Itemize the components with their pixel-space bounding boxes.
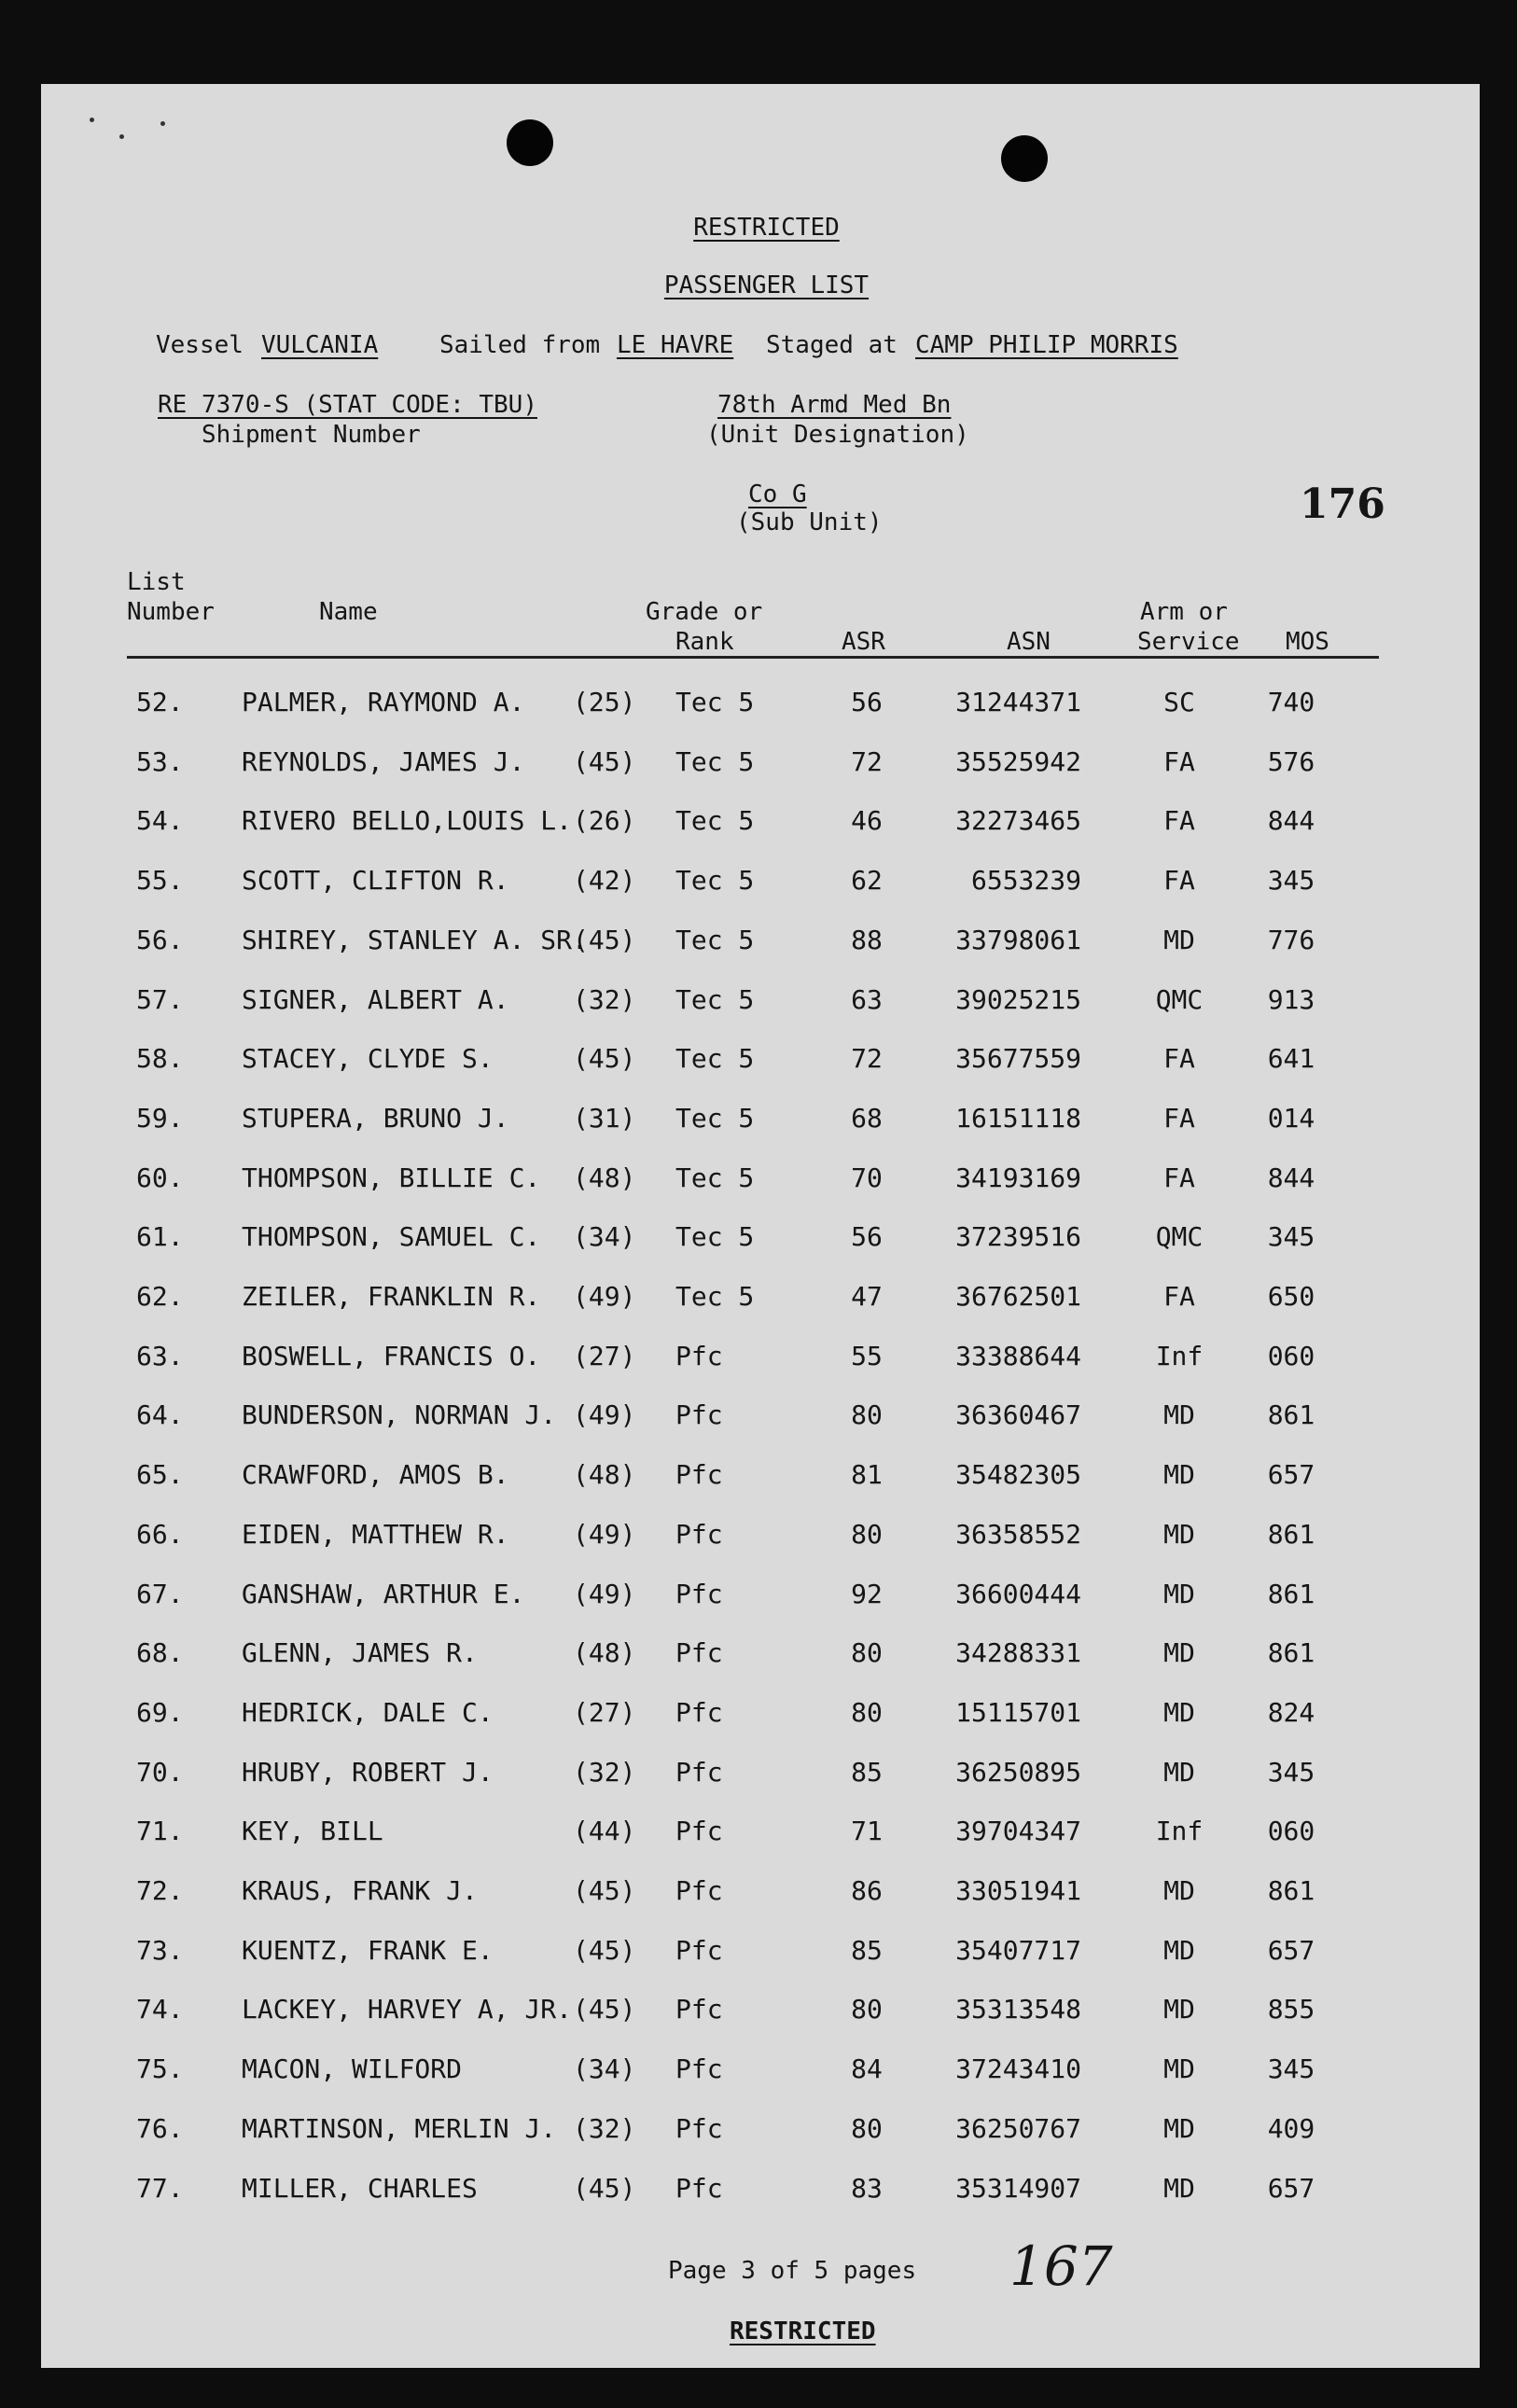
arm-service: MD [1163, 1519, 1195, 1550]
asr-value: 72 [851, 1043, 883, 1074]
age: (44) [573, 1816, 636, 1846]
table-row [41, 981, 1480, 1019]
arm-service: MD [1163, 2053, 1195, 2084]
asr-value: 56 [851, 687, 883, 717]
grade-rank: Pfc [675, 1579, 723, 1609]
asr-value: 80 [851, 1519, 883, 1550]
table-row [41, 1872, 1480, 1910]
asn-value: 35313548 [955, 1994, 1081, 2025]
asn-value: 16151118 [955, 1103, 1081, 1134]
passenger-name: THOMPSON, BILLIE C. [242, 1162, 541, 1193]
grade-rank: Pfc [675, 1519, 723, 1550]
mos-code: 844 [1267, 805, 1315, 836]
arm-service: Inf [1155, 1816, 1204, 1846]
asn-value: 32273465 [955, 805, 1081, 836]
grade-rank: Tec 5 [675, 865, 755, 896]
age: (48) [573, 1637, 636, 1668]
table-row [41, 1991, 1480, 2028]
table-row [41, 1338, 1480, 1375]
age: (32) [573, 984, 636, 1015]
subunit-label: (Sub Unit) [736, 508, 883, 536]
passenger-name: EIDEN, MATTHEW R. [242, 1519, 509, 1550]
mos-code: 824 [1267, 1697, 1315, 1728]
asr-value: 88 [851, 925, 883, 955]
grade-rank: Pfc [675, 1697, 723, 1728]
mos-code: 776 [1267, 925, 1315, 955]
age: (49) [573, 1281, 636, 1312]
speck-mark [119, 134, 124, 139]
grade-rank: Tec 5 [675, 1221, 755, 1252]
list-number: 65. [136, 1459, 184, 1490]
table-row [41, 1635, 1480, 1672]
passenger-name: PALMER, RAYMOND A. [242, 687, 525, 717]
table-row [41, 1813, 1480, 1850]
col-grade-line1: Grade or [646, 598, 763, 626]
asn-value: 33798061 [955, 925, 1081, 955]
col-asn: ASN [1007, 628, 1051, 656]
list-number: 59. [136, 1103, 184, 1134]
age: (45) [573, 2173, 636, 2204]
asn-value: 35482305 [955, 1459, 1081, 1490]
asn-value: 37243410 [955, 2053, 1081, 2084]
col-arm-line2: Service [1137, 628, 1240, 656]
age: (32) [573, 1757, 636, 1788]
arm-service: MD [1163, 2113, 1195, 2144]
arm-service: QMC [1155, 984, 1204, 1015]
grade-rank: Pfc [675, 2173, 723, 2204]
arm-service: MD [1163, 1875, 1195, 1906]
asn-value: 31244371 [955, 687, 1081, 717]
asn-value: 36762501 [955, 1281, 1081, 1312]
asr-value: 47 [851, 1281, 883, 1312]
passenger-name: RIVERO BELLO,LOUIS L. [242, 805, 573, 836]
age: (45) [573, 746, 636, 777]
asr-value: 63 [851, 984, 883, 1015]
mos-code: 576 [1267, 746, 1315, 777]
asn-value: 37239516 [955, 1221, 1081, 1252]
passenger-name: MACON, WILFORD [242, 2053, 463, 2084]
asr-value: 84 [851, 2053, 883, 2084]
asr-value: 68 [851, 1103, 883, 1134]
list-number: 74. [136, 1994, 184, 2025]
staged-at-value: CAMP PHILIP MORRIS [915, 331, 1178, 359]
asn-value: 35314907 [955, 2173, 1081, 2204]
list-number: 53. [136, 746, 184, 777]
restricted-top: RESTRICTED [693, 214, 840, 242]
list-number: 54. [136, 805, 184, 836]
passenger-name: SHIREY, STANLEY A. SR. [242, 925, 588, 955]
asr-value: 86 [851, 1875, 883, 1906]
passenger-name: GANSHAW, ARTHUR E. [242, 1579, 525, 1609]
asn-value: 33388644 [955, 1341, 1081, 1371]
shipment-label: Shipment Number [202, 421, 421, 449]
col-arm-line1: Arm or [1140, 598, 1228, 626]
asn-value: 33051941 [955, 1875, 1081, 1906]
asr-value: 62 [851, 865, 883, 896]
grade-rank: Pfc [675, 1757, 723, 1788]
asr-value: 80 [851, 1399, 883, 1430]
mos-code: 641 [1267, 1043, 1315, 1074]
arm-service: MD [1163, 2173, 1195, 2204]
passenger-name: KUENTZ, FRANK E. [242, 1935, 494, 1966]
grade-rank: Pfc [675, 1994, 723, 2025]
age: (26) [573, 805, 636, 836]
passenger-name: STACEY, CLYDE S. [242, 1043, 494, 1074]
grade-rank: Tec 5 [675, 984, 755, 1015]
grade-rank: Tec 5 [675, 1281, 755, 1312]
passenger-name: SCOTT, CLIFTON R. [242, 865, 509, 896]
col-asr: ASR [842, 628, 885, 656]
sailed-from-value: LE HAVRE [617, 331, 734, 359]
arm-service: MD [1163, 1994, 1195, 2025]
arm-service: MD [1163, 1579, 1195, 1609]
mos-code: 861 [1267, 1637, 1315, 1668]
asn-value: 34288331 [955, 1637, 1081, 1668]
asr-value: 80 [851, 1697, 883, 1728]
passenger-name: BUNDERSON, NORMAN J. [242, 1399, 557, 1430]
mos-code: 861 [1267, 1875, 1315, 1906]
asn-value: 6553239 [970, 865, 1081, 896]
age: (32) [573, 2113, 636, 2144]
col-list-number-line1: List [127, 568, 186, 596]
arm-service: MD [1163, 1697, 1195, 1728]
list-number: 69. [136, 1697, 184, 1728]
list-number: 64. [136, 1399, 184, 1430]
arm-service: MD [1163, 1757, 1195, 1788]
list-title: PASSENGER LIST [663, 271, 870, 299]
arm-service: MD [1163, 1399, 1195, 1430]
age: (42) [573, 865, 636, 896]
age: (45) [573, 925, 636, 955]
passenger-name: THOMPSON, SAMUEL C. [242, 1221, 541, 1252]
list-number: 73. [136, 1935, 184, 1966]
grade-rank: Pfc [675, 2113, 723, 2144]
mos-code: 345 [1267, 1757, 1315, 1788]
arm-service: FA [1163, 1281, 1195, 1312]
list-number: 55. [136, 865, 184, 896]
asn-value: 35525942 [955, 746, 1081, 777]
col-name: Name [319, 598, 378, 626]
passenger-name: CRAWFORD, AMOS B. [242, 1459, 509, 1490]
mos-code: 740 [1267, 687, 1315, 717]
arm-service: FA [1163, 1162, 1195, 1193]
table-row [41, 1100, 1480, 1137]
grade-rank: Pfc [675, 1459, 723, 1490]
arm-service: MD [1163, 925, 1195, 955]
passenger-name: HRUBY, ROBERT J. [242, 1757, 494, 1788]
document-page [41, 84, 1480, 2368]
asn-value: 36358552 [955, 1519, 1081, 1550]
speck-mark [90, 118, 94, 122]
mos-code: 345 [1267, 1221, 1315, 1252]
age: (31) [573, 1103, 636, 1134]
arm-service: QMC [1155, 1221, 1204, 1252]
grade-rank: Pfc [675, 1816, 723, 1846]
table-row [41, 744, 1480, 781]
passenger-name: MILLER, CHARLES [242, 2173, 478, 2204]
grade-rank: Tec 5 [675, 925, 755, 955]
table-row [41, 1397, 1480, 1434]
mos-code: 345 [1267, 2053, 1315, 2084]
grade-rank: Pfc [675, 1637, 723, 1668]
asr-value: 71 [851, 1816, 883, 1846]
list-number: 62. [136, 1281, 184, 1312]
mos-code: 657 [1267, 1459, 1315, 1490]
asr-value: 70 [851, 1162, 883, 1193]
asr-value: 92 [851, 1579, 883, 1609]
asr-value: 55 [851, 1341, 883, 1371]
asr-value: 81 [851, 1459, 883, 1490]
vessel-label: Vessel [156, 331, 244, 359]
grade-rank: Pfc [675, 1935, 723, 1966]
grade-rank: Tec 5 [675, 1103, 755, 1134]
table-row [41, 1576, 1480, 1613]
passenger-name: REYNOLDS, JAMES J. [242, 746, 525, 777]
age: (27) [573, 1341, 636, 1371]
age: (45) [573, 1935, 636, 1966]
grade-rank: Pfc [675, 1341, 723, 1371]
asr-value: 80 [851, 1994, 883, 2025]
grade-rank: Tec 5 [675, 1162, 755, 1193]
mos-code: 861 [1267, 1519, 1315, 1550]
asn-value: 35407717 [955, 1935, 1081, 1966]
arm-service: FA [1163, 1103, 1195, 1134]
handwritten-note: 167 [1009, 2234, 1113, 2298]
arm-service: FA [1163, 865, 1195, 896]
table-row [41, 922, 1480, 959]
list-number: 60. [136, 1162, 184, 1193]
asr-value: 85 [851, 1757, 883, 1788]
passenger-name: KRAUS, FRANK J. [242, 1875, 478, 1906]
list-number: 70. [136, 1757, 184, 1788]
grade-rank: Tec 5 [675, 746, 755, 777]
list-number: 76. [136, 2113, 184, 2144]
grade-rank: Tec 5 [675, 805, 755, 836]
passenger-name: BOSWELL, FRANCIS O. [242, 1341, 541, 1371]
table-row [41, 1456, 1480, 1494]
mos-code: 844 [1267, 1162, 1315, 1193]
list-number: 61. [136, 1221, 184, 1252]
list-number: 66. [136, 1519, 184, 1550]
asn-value: 36600444 [955, 1579, 1081, 1609]
subunit-value: Co G [748, 480, 807, 508]
asn-value: 36360467 [955, 1399, 1081, 1430]
table-row [41, 1932, 1480, 1970]
list-number: 71. [136, 1816, 184, 1846]
table-row [41, 1160, 1480, 1197]
age: (34) [573, 1221, 636, 1252]
age: (48) [573, 1459, 636, 1490]
age: (34) [573, 2053, 636, 2084]
arm-service: MD [1163, 1935, 1195, 1966]
passenger-name: HEDRICK, DALE C. [242, 1697, 494, 1728]
age: (45) [573, 1994, 636, 2025]
vessel-value: VULCANIA [261, 331, 379, 359]
list-number: 68. [136, 1637, 184, 1668]
age: (45) [573, 1043, 636, 1074]
grade-rank: Pfc [675, 1399, 723, 1430]
list-number: 56. [136, 925, 184, 955]
asn-value: 36250767 [955, 2113, 1081, 2144]
page-number: 176 [1300, 480, 1385, 528]
asr-value: 72 [851, 746, 883, 777]
mos-code: 855 [1267, 1994, 1315, 2025]
punch-hole [507, 119, 553, 166]
arm-service: MD [1163, 1637, 1195, 1668]
asn-value: 34193169 [955, 1162, 1081, 1193]
asr-value: 56 [851, 1221, 883, 1252]
mos-code: 650 [1267, 1281, 1315, 1312]
list-number: 72. [136, 1875, 184, 1906]
grade-rank: Tec 5 [675, 687, 755, 717]
asr-value: 80 [851, 1637, 883, 1668]
age: (27) [573, 1697, 636, 1728]
age: (45) [573, 1875, 636, 1906]
table-row [41, 2170, 1480, 2207]
restricted-bottom: RESTRICTED [730, 2318, 876, 2345]
speck-mark [160, 121, 165, 126]
mos-code: 060 [1267, 1816, 1315, 1846]
col-list-number-line2: Number [127, 598, 215, 626]
table-row [41, 802, 1480, 840]
table-row [41, 1040, 1480, 1078]
col-grade-line2: Rank [675, 628, 734, 656]
age: (49) [573, 1579, 636, 1609]
asr-value: 85 [851, 1935, 883, 1966]
mos-code: 014 [1267, 1103, 1315, 1134]
asn-value: 36250895 [955, 1757, 1081, 1788]
table-row [41, 1218, 1480, 1256]
mos-code: 861 [1267, 1399, 1315, 1430]
grade-rank: Tec 5 [675, 1043, 755, 1074]
staged-at-label: Staged at [766, 331, 898, 359]
list-number: 52. [136, 687, 184, 717]
age: (25) [573, 687, 636, 717]
table-row [41, 862, 1480, 899]
punch-hole [1001, 135, 1048, 182]
page-of-pages: Page 3 of 5 pages [668, 2257, 917, 2285]
asr-value: 83 [851, 2173, 883, 2204]
mos-code: 861 [1267, 1579, 1315, 1609]
passenger-name: LACKEY, HARVEY A, JR. [242, 1994, 573, 2025]
mos-code: 345 [1267, 865, 1315, 896]
list-number: 77. [136, 2173, 184, 2204]
grade-rank: Pfc [675, 2053, 723, 2084]
table-row [41, 684, 1480, 721]
header-rule [127, 656, 1379, 659]
list-number: 75. [136, 2053, 184, 2084]
table-row [41, 2110, 1480, 2148]
table-row [41, 2051, 1480, 2088]
unit-value: 78th Armd Med Bn [717, 391, 952, 419]
list-number: 57. [136, 984, 184, 1015]
age: (48) [573, 1162, 636, 1193]
unit-label: (Unit Designation) [706, 421, 969, 449]
mos-code: 657 [1267, 2173, 1315, 2204]
list-number: 58. [136, 1043, 184, 1074]
asn-value: 35677559 [955, 1043, 1081, 1074]
passenger-name: MARTINSON, MERLIN J. [242, 2113, 557, 2144]
arm-service: Inf [1155, 1341, 1204, 1371]
mos-code: 060 [1267, 1341, 1315, 1371]
passenger-name: SIGNER, ALBERT A. [242, 984, 509, 1015]
arm-service: SC [1163, 687, 1195, 717]
mos-code: 409 [1267, 2113, 1315, 2144]
asn-value: 39704347 [955, 1816, 1081, 1846]
passenger-name: STUPERA, BRUNO J. [242, 1103, 509, 1134]
asr-value: 46 [851, 805, 883, 836]
passenger-name: ZEILER, FRANKLIN R. [242, 1281, 541, 1312]
asr-value: 80 [851, 2113, 883, 2144]
age: (49) [573, 1519, 636, 1550]
mos-code: 657 [1267, 1935, 1315, 1966]
passenger-name: KEY, BILL [242, 1816, 383, 1846]
table-row [41, 1516, 1480, 1553]
shipment-value: RE 7370-S (STAT CODE: TBU) [158, 391, 537, 419]
table-row [41, 1278, 1480, 1315]
table-row [41, 1754, 1480, 1791]
asn-value: 39025215 [955, 984, 1081, 1015]
asn-value: 15115701 [955, 1697, 1081, 1728]
list-number: 63. [136, 1341, 184, 1371]
table-row [41, 1694, 1480, 1732]
arm-service: FA [1163, 805, 1195, 836]
arm-service: FA [1163, 746, 1195, 777]
arm-service: MD [1163, 1459, 1195, 1490]
arm-service: FA [1163, 1043, 1195, 1074]
sailed-from-label: Sailed from [439, 331, 601, 359]
col-mos: MOS [1286, 628, 1329, 656]
list-number: 67. [136, 1579, 184, 1609]
mos-code: 913 [1267, 984, 1315, 1015]
grade-rank: Pfc [675, 1875, 723, 1906]
passenger-name: GLENN, JAMES R. [242, 1637, 478, 1668]
age: (49) [573, 1399, 636, 1430]
